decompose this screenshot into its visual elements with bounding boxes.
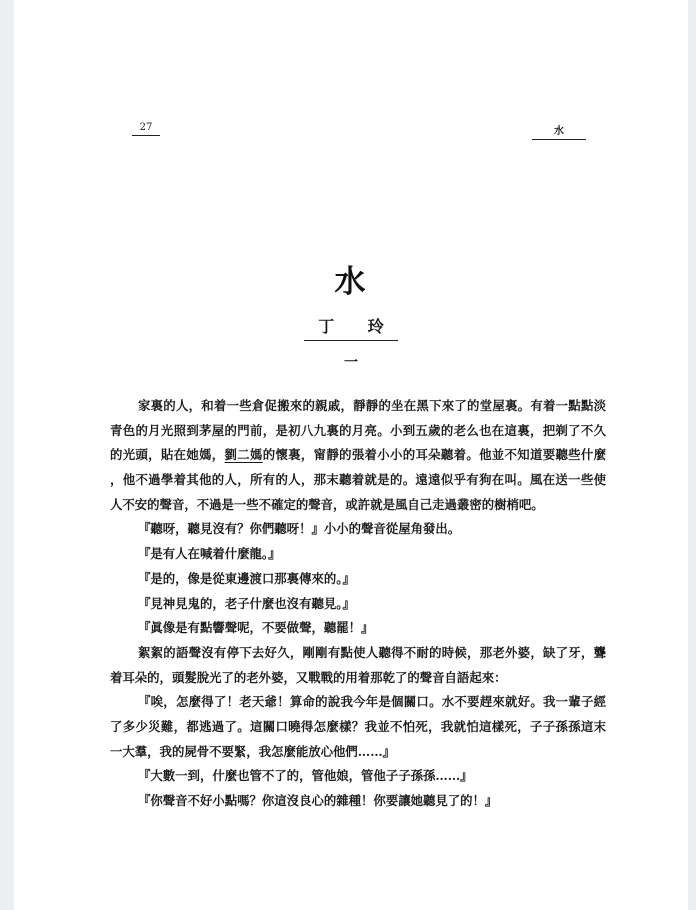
book-page (14, 0, 688, 910)
section-number: 一 (344, 355, 358, 371)
dialogue-line: 『大數一到，什麼也管不了的，管他娘，管他子子孫孫……』 (138, 768, 473, 784)
text-line: ，他不過學着其他的人，所有的人，那末聽着就是的。遠遠似乎有狗在叫。風在送一些使 (110, 472, 606, 488)
story-title: 水 (334, 264, 368, 300)
author-name: 丁 玲 (304, 314, 398, 341)
dialogue-line: 『是的，像是從東邊渡口那裏傳來的。』 (138, 570, 355, 586)
text-line: 青色的月光照到茅屋的門前，是初八九裏的月亮。小到五歲的老么也在這裏，把剃了不久 (110, 422, 606, 438)
text-line: 人不安的聲音，不過是一些不確定的聲音，或許就是風自己走過叢密的樹梢吧。 (110, 496, 544, 512)
text-fragment: 的懷裏，甯靜的張着小小的耳朵聽着。他並不知道要聽些什麼 (262, 447, 606, 463)
dialogue-line: 『是有人在喊着什麼龍。』 (138, 546, 281, 562)
dialogue-line: 『你聲音不好小點嗎？你這沒良心的雜種！你要讓她聽見了的！』 (138, 793, 498, 808)
page-number: 27 (132, 122, 160, 136)
underlined-name: 劉二媽 (224, 447, 263, 463)
text-line: 着耳朵的，頭髮脫光了的老外婆，又戰戰的用着那乾了的聲音自語起來： (110, 669, 507, 685)
running-title: 水 (532, 122, 586, 140)
story-body (110, 394, 606, 814)
text-line: 絮絮的語聲沒有停下去好久，剛剛有點使人聽得不耐的時候，那老外婆，缺了牙，聾 (138, 644, 606, 660)
dialogue-line: 『聽呀，聽見沒有？你們聽呀！』小小的聲音從屋角發出。 (138, 521, 461, 537)
text-line: 家裏的人，和着一些倉促搬來的親戚，靜靜的坐在黑下來了的堂屋裏。有着一點點淡 (138, 398, 606, 413)
text-line: 一大羣，我的屍骨不要緊，我怎麼能放心他們……』 (110, 743, 395, 759)
text-line: 了多少災難，都逃過了。這關口曉得怎麼樣？我並不怕死，我就怕這樣死，子子孫孫這末 (110, 718, 606, 734)
text-fragment: 的光頭，貼在她媽， (110, 447, 225, 463)
author-block (14, 314, 688, 341)
dialogue-line: 『唉，怎麼得了！老天爺！算命的說我今年是個關口。水不要趕來就好。我一輩子經 (138, 694, 606, 710)
dialogue-line: 『眞像是有點響聲呢，不要做聲，聽罷！』 (138, 620, 374, 636)
dialogue-line: 『見神見鬼的，老子什麼也沒有聽見。』 (138, 595, 355, 611)
text-line (110, 443, 606, 468)
